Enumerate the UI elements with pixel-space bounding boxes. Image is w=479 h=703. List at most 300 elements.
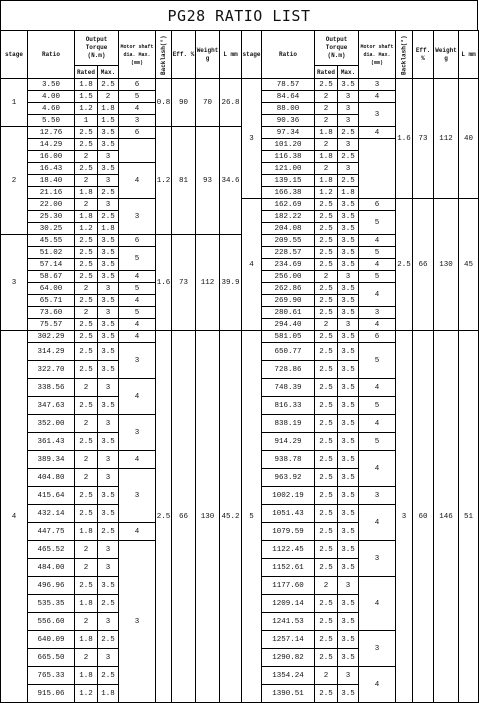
rated-torque-cell: 2.5 bbox=[75, 487, 98, 505]
backlash-cell: 2.5 bbox=[156, 331, 172, 703]
max-torque-cell: 3 bbox=[98, 469, 119, 487]
table-row bbox=[1, 79, 479, 91]
max-torque-cell: 1.8 bbox=[98, 685, 119, 703]
eff-cell: 66 bbox=[413, 199, 434, 331]
max-torque-cell: 3 bbox=[338, 115, 359, 127]
backlash-cell: 1.2 bbox=[156, 127, 172, 235]
ratio-cell: 1051.43 bbox=[262, 505, 315, 523]
rated-torque-cell: 2.5 bbox=[315, 235, 338, 247]
rated-torque-cell: 2 bbox=[75, 613, 98, 631]
max-torque-cell: 3 bbox=[338, 163, 359, 175]
max-torque-cell: 3.5 bbox=[338, 415, 359, 433]
header-motor-shaft: Motor shaft dia. Max.(mm) bbox=[359, 31, 396, 79]
rated-torque-cell: 2 bbox=[75, 541, 98, 559]
motor-shaft-cell: 4 bbox=[119, 319, 156, 331]
ratio-cell: 1177.60 bbox=[262, 577, 315, 595]
ratio-cell: 915.06 bbox=[28, 685, 75, 703]
max-torque-cell: 3.5 bbox=[338, 211, 359, 223]
ratio-cell: 352.00 bbox=[28, 415, 75, 433]
max-torque-cell: 2.5 bbox=[338, 175, 359, 187]
motor-shaft-cell: 6 bbox=[359, 331, 396, 343]
ratio-cell: 64.00 bbox=[28, 283, 75, 295]
rated-torque-cell: 2.5 bbox=[75, 139, 98, 151]
max-torque-cell: 3.5 bbox=[338, 595, 359, 613]
rated-torque-cell: 2.5 bbox=[75, 331, 98, 343]
motor-shaft-cell: 3 bbox=[119, 343, 156, 379]
header-backlash: Backlash(°) bbox=[156, 31, 172, 79]
header-max: Max. bbox=[338, 66, 359, 79]
l-cell: 34.6 bbox=[220, 127, 242, 235]
motor-shaft-cell: 5 bbox=[119, 307, 156, 319]
rated-torque-cell: 2.5 bbox=[315, 649, 338, 667]
ratio-cell: 665.50 bbox=[28, 649, 75, 667]
l-cell: 45.2 bbox=[220, 331, 242, 703]
motor-shaft-cell bbox=[119, 139, 156, 163]
max-torque-cell: 2.5 bbox=[98, 595, 119, 613]
ratio-cell: 204.08 bbox=[262, 223, 315, 235]
max-torque-cell: 2.5 bbox=[98, 631, 119, 649]
rated-torque-cell: 2.5 bbox=[315, 559, 338, 577]
motor-shaft-cell: 3 bbox=[119, 115, 156, 127]
ratio-cell: 581.05 bbox=[262, 331, 315, 343]
max-torque-cell: 3.5 bbox=[338, 307, 359, 319]
header-output-torque: Output Torque (N.m) bbox=[315, 31, 359, 66]
max-torque-cell: 3.5 bbox=[98, 505, 119, 523]
max-torque-cell: 3.5 bbox=[98, 235, 119, 247]
ratio-cell: 838.19 bbox=[262, 415, 315, 433]
header-stage: stage bbox=[1, 31, 28, 79]
header-max: Max. bbox=[98, 66, 119, 79]
ratio-cell: 21.16 bbox=[28, 187, 75, 199]
ratio-cell: 14.29 bbox=[28, 139, 75, 151]
max-torque-cell: 3.5 bbox=[338, 79, 359, 91]
ratio-cell: 1002.19 bbox=[262, 487, 315, 505]
rated-torque-cell: 1.2 bbox=[75, 223, 98, 235]
max-torque-cell: 3.5 bbox=[98, 361, 119, 379]
header-ratio: Ratio bbox=[28, 31, 75, 79]
max-torque-cell: 3.5 bbox=[338, 343, 359, 361]
ratio-cell: 262.86 bbox=[262, 283, 315, 295]
max-torque-cell: 3 bbox=[98, 649, 119, 667]
ratio-cell: 535.35 bbox=[28, 595, 75, 613]
motor-shaft-cell: 3 bbox=[359, 307, 396, 319]
max-torque-cell: 3 bbox=[338, 103, 359, 115]
max-torque-cell: 3.5 bbox=[98, 127, 119, 139]
header-eff: Eff. % bbox=[413, 31, 434, 79]
motor-shaft-cell: 4 bbox=[119, 331, 156, 343]
max-torque-cell: 3.5 bbox=[338, 631, 359, 649]
max-torque-cell: 3.5 bbox=[338, 247, 359, 259]
max-torque-cell: 3.5 bbox=[338, 541, 359, 559]
l-cell: 45 bbox=[459, 199, 479, 331]
ratio-cell: 1209.14 bbox=[262, 595, 315, 613]
motor-shaft-cell: 3 bbox=[359, 487, 396, 505]
ratio-cell: 16.43 bbox=[28, 163, 75, 175]
rated-torque-cell: 2.5 bbox=[315, 595, 338, 613]
weight-cell: 146 bbox=[434, 331, 459, 703]
motor-shaft-cell: 4 bbox=[119, 451, 156, 469]
ratio-cell: 404.80 bbox=[28, 469, 75, 487]
ratio-cell: 748.39 bbox=[262, 379, 315, 397]
max-torque-cell: 3 bbox=[98, 451, 119, 469]
ratio-cell: 116.38 bbox=[262, 151, 315, 163]
max-torque-cell: 2.5 bbox=[98, 667, 119, 685]
rated-torque-cell: 2.5 bbox=[75, 397, 98, 415]
rated-torque-cell: 1.8 bbox=[315, 175, 338, 187]
eff-cell: 66 bbox=[172, 331, 196, 703]
motor-shaft-cell: 5 bbox=[359, 397, 396, 415]
rated-torque-cell: 2.5 bbox=[75, 319, 98, 331]
motor-shaft-cell: 4 bbox=[119, 103, 156, 115]
motor-shaft-cell: 3 bbox=[119, 199, 156, 235]
max-torque-cell: 3.5 bbox=[98, 247, 119, 259]
ratio-cell: 209.55 bbox=[262, 235, 315, 247]
rated-torque-cell: 2.5 bbox=[315, 295, 338, 307]
max-torque-cell: 3 bbox=[338, 91, 359, 103]
ratio-cell: 294.40 bbox=[262, 319, 315, 331]
rated-torque-cell: 2.5 bbox=[315, 259, 338, 271]
rated-torque-cell: 2 bbox=[315, 163, 338, 175]
max-torque-cell: 3 bbox=[98, 415, 119, 433]
ratio-table bbox=[0, 30, 479, 703]
ratio-cell: 484.00 bbox=[28, 559, 75, 577]
rated-torque-cell: 2.5 bbox=[75, 163, 98, 175]
rated-torque-cell: 2.5 bbox=[315, 631, 338, 649]
rated-torque-cell: 2.5 bbox=[315, 451, 338, 469]
header-rated: Rated bbox=[315, 66, 338, 79]
max-torque-cell: 3.5 bbox=[338, 259, 359, 271]
ratio-cell: 18.40 bbox=[28, 175, 75, 187]
motor-shaft-cell: 5 bbox=[359, 271, 396, 283]
rated-torque-cell: 2 bbox=[75, 469, 98, 487]
motor-shaft-cell: 4 bbox=[359, 91, 396, 103]
max-torque-cell: 2.5 bbox=[338, 127, 359, 139]
max-torque-cell: 3 bbox=[98, 307, 119, 319]
ratio-cell: 84.64 bbox=[262, 91, 315, 103]
motor-shaft-cell: 4 bbox=[359, 379, 396, 397]
rated-torque-cell: 2.5 bbox=[315, 361, 338, 379]
ratio-cell: 1241.53 bbox=[262, 613, 315, 631]
motor-shaft-cell: 5 bbox=[119, 283, 156, 295]
rated-torque-cell: 2.5 bbox=[75, 271, 98, 283]
max-torque-cell: 3 bbox=[338, 139, 359, 151]
rated-torque-cell: 2 bbox=[75, 451, 98, 469]
motor-shaft-cell: 4 bbox=[359, 235, 396, 247]
ratio-cell: 162.69 bbox=[262, 199, 315, 211]
max-torque-cell: 3.5 bbox=[98, 397, 119, 415]
max-torque-cell: 3.5 bbox=[338, 649, 359, 667]
l-cell: 40 bbox=[459, 79, 479, 199]
rated-torque-cell: 2.5 bbox=[75, 247, 98, 259]
rated-torque-cell: 1.8 bbox=[75, 631, 98, 649]
ratio-cell: 22.00 bbox=[28, 199, 75, 211]
ratio-cell: 322.70 bbox=[28, 361, 75, 379]
eff-cell: 90 bbox=[172, 79, 196, 127]
max-torque-cell: 3.5 bbox=[338, 223, 359, 235]
rated-torque-cell: 2.5 bbox=[315, 379, 338, 397]
motor-shaft-cell: 6 bbox=[119, 235, 156, 247]
l-cell: 26.8 bbox=[220, 79, 242, 127]
weight-cell: 112 bbox=[434, 79, 459, 199]
motor-shaft-cell: 4 bbox=[359, 451, 396, 487]
motor-shaft-cell: 4 bbox=[119, 523, 156, 541]
motor-shaft-cell: 4 bbox=[119, 163, 156, 199]
max-torque-cell: 3.5 bbox=[338, 295, 359, 307]
rated-torque-cell: 2 bbox=[315, 319, 338, 331]
header-weight: Weight g bbox=[434, 31, 459, 79]
motor-shaft-cell: 5 bbox=[359, 247, 396, 259]
ratio-cell: 496.96 bbox=[28, 577, 75, 595]
max-torque-cell: 1.8 bbox=[98, 223, 119, 235]
motor-shaft-cell: 4 bbox=[119, 295, 156, 307]
motor-shaft-cell: 4 bbox=[119, 379, 156, 415]
ratio-cell: 75.57 bbox=[28, 319, 75, 331]
max-torque-cell: 2.5 bbox=[98, 211, 119, 223]
ratio-cell: 938.78 bbox=[262, 451, 315, 469]
max-torque-cell: 3.5 bbox=[338, 199, 359, 211]
rated-torque-cell: 1.8 bbox=[75, 523, 98, 541]
ratio-cell: 1390.51 bbox=[262, 685, 315, 703]
rated-torque-cell: 2 bbox=[75, 175, 98, 187]
rated-torque-cell: 2.5 bbox=[75, 505, 98, 523]
table-row bbox=[1, 331, 479, 343]
max-torque-cell: 3.5 bbox=[98, 271, 119, 283]
ratio-cell: 121.00 bbox=[262, 163, 315, 175]
max-torque-cell: 1.8 bbox=[338, 187, 359, 199]
eff-cell: 73 bbox=[413, 79, 434, 199]
rated-torque-cell: 2.5 bbox=[75, 295, 98, 307]
max-torque-cell: 3 bbox=[98, 613, 119, 631]
max-torque-cell: 2.5 bbox=[98, 79, 119, 91]
max-torque-cell: 3 bbox=[98, 379, 119, 397]
rated-torque-cell: 2.5 bbox=[75, 343, 98, 361]
ratio-cell: 139.15 bbox=[262, 175, 315, 187]
stage-cell: 2 bbox=[1, 127, 28, 235]
rated-torque-cell: 1.2 bbox=[315, 187, 338, 199]
ratio-cell: 728.86 bbox=[262, 361, 315, 379]
backlash-cell: 3 bbox=[396, 331, 413, 703]
header-stage: stage bbox=[242, 31, 262, 79]
ratio-cell: 5.50 bbox=[28, 115, 75, 127]
ratio-cell: 25.30 bbox=[28, 211, 75, 223]
ratio-cell: 3.50 bbox=[28, 79, 75, 91]
ratio-cell: 101.20 bbox=[262, 139, 315, 151]
motor-shaft-cell: 3 bbox=[119, 541, 156, 703]
max-torque-cell: 3 bbox=[338, 667, 359, 685]
max-torque-cell: 3.5 bbox=[98, 577, 119, 595]
rated-torque-cell: 1.8 bbox=[75, 79, 98, 91]
rated-torque-cell: 2.5 bbox=[75, 577, 98, 595]
max-torque-cell: 3.5 bbox=[338, 451, 359, 469]
weight-cell: 130 bbox=[434, 199, 459, 331]
rated-torque-cell: 2.5 bbox=[75, 235, 98, 247]
rated-torque-cell: 2.5 bbox=[315, 283, 338, 295]
rated-torque-cell: 1.5 bbox=[75, 91, 98, 103]
rated-torque-cell: 1.2 bbox=[75, 685, 98, 703]
motor-shaft-cell: 6 bbox=[119, 127, 156, 139]
motor-shaft-cell: 5 bbox=[359, 433, 396, 451]
weight-cell: 93 bbox=[196, 127, 220, 235]
header-eff: Eff. % bbox=[172, 31, 196, 79]
max-torque-cell: 1.5 bbox=[98, 115, 119, 127]
ratio-cell: 45.55 bbox=[28, 235, 75, 247]
ratio-cell: 640.09 bbox=[28, 631, 75, 649]
backlash-cell: 0.8 bbox=[156, 79, 172, 127]
rated-torque-cell: 2.5 bbox=[315, 685, 338, 703]
max-torque-cell: 2.5 bbox=[98, 523, 119, 541]
max-torque-cell: 3.5 bbox=[338, 487, 359, 505]
motor-shaft-cell: 4 bbox=[359, 505, 396, 541]
ratio-cell: 347.63 bbox=[28, 397, 75, 415]
ratio-cell: 302.29 bbox=[28, 331, 75, 343]
rated-torque-cell: 2 bbox=[315, 115, 338, 127]
max-torque-cell: 3.5 bbox=[98, 163, 119, 175]
rated-torque-cell: 2.5 bbox=[315, 331, 338, 343]
max-torque-cell: 3 bbox=[98, 175, 119, 187]
motor-shaft-cell: 3 bbox=[119, 415, 156, 451]
rated-torque-cell: 2.5 bbox=[315, 541, 338, 559]
ratio-cell: 256.00 bbox=[262, 271, 315, 283]
motor-shaft-cell: 5 bbox=[119, 91, 156, 103]
rated-torque-cell: 2.5 bbox=[315, 523, 338, 541]
ratio-cell: 361.43 bbox=[28, 433, 75, 451]
eff-cell: 81 bbox=[172, 127, 196, 235]
ratio-cell: 228.57 bbox=[262, 247, 315, 259]
header-l-mm: L mm bbox=[459, 31, 479, 79]
max-torque-cell: 3.5 bbox=[98, 343, 119, 361]
header-l-mm: L mm bbox=[220, 31, 242, 79]
rated-torque-cell: 2 bbox=[75, 307, 98, 319]
ratio-cell: 432.14 bbox=[28, 505, 75, 523]
motor-shaft-cell: 4 bbox=[359, 259, 396, 271]
ratio-cell: 338.56 bbox=[28, 379, 75, 397]
rated-torque-cell: 2 bbox=[315, 139, 338, 151]
ratio-cell: 963.92 bbox=[262, 469, 315, 487]
max-torque-cell: 3.5 bbox=[338, 379, 359, 397]
max-torque-cell: 3.5 bbox=[338, 235, 359, 247]
max-torque-cell: 3.5 bbox=[338, 361, 359, 379]
rated-torque-cell: 2.5 bbox=[75, 127, 98, 139]
max-torque-cell: 3 bbox=[98, 559, 119, 577]
rated-torque-cell: 2.5 bbox=[315, 433, 338, 451]
ratio-cell: 78.57 bbox=[262, 79, 315, 91]
max-torque-cell: 1.8 bbox=[98, 103, 119, 115]
eff-cell: 60 bbox=[413, 331, 434, 703]
rated-torque-cell: 2.5 bbox=[315, 613, 338, 631]
ratio-cell: 182.22 bbox=[262, 211, 315, 223]
rated-torque-cell: 1.8 bbox=[315, 151, 338, 163]
max-torque-cell: 3.5 bbox=[338, 685, 359, 703]
motor-shaft-cell: 4 bbox=[359, 127, 396, 139]
motor-shaft-cell: 4 bbox=[359, 415, 396, 433]
ratio-cell: 234.69 bbox=[262, 259, 315, 271]
rated-torque-cell: 2 bbox=[315, 103, 338, 115]
rated-torque-cell: 2 bbox=[315, 271, 338, 283]
max-torque-cell: 3.5 bbox=[98, 139, 119, 151]
l-cell: 51 bbox=[459, 331, 479, 703]
motor-shaft-cell: 4 bbox=[359, 667, 396, 703]
ratio-cell: 88.00 bbox=[262, 103, 315, 115]
motor-shaft-cell: 4 bbox=[119, 271, 156, 283]
ratio-cell: 16.00 bbox=[28, 151, 75, 163]
motor-shaft-cell: 6 bbox=[359, 199, 396, 211]
rated-torque-cell: 2 bbox=[75, 559, 98, 577]
ratio-cell: 914.29 bbox=[262, 433, 315, 451]
stage-cell: 3 bbox=[1, 235, 28, 331]
motor-shaft-cell: 6 bbox=[119, 79, 156, 91]
max-torque-cell: 3.5 bbox=[338, 469, 359, 487]
ratio-cell: 415.64 bbox=[28, 487, 75, 505]
backlash-cell: 1.6 bbox=[156, 235, 172, 331]
rated-torque-cell: 2 bbox=[75, 649, 98, 667]
ratio-cell: 314.29 bbox=[28, 343, 75, 361]
max-torque-cell: 3.5 bbox=[338, 283, 359, 295]
ratio-cell: 1257.14 bbox=[262, 631, 315, 649]
ratio-cell: 57.14 bbox=[28, 259, 75, 271]
max-torque-cell: 2.5 bbox=[98, 187, 119, 199]
rated-torque-cell: 2.5 bbox=[315, 469, 338, 487]
rated-torque-cell: 2.5 bbox=[315, 307, 338, 319]
motor-shaft-cell: 5 bbox=[119, 247, 156, 271]
backlash-cell: 1.6 bbox=[396, 79, 413, 199]
rated-torque-cell: 2.5 bbox=[315, 505, 338, 523]
rated-torque-cell: 2.5 bbox=[315, 343, 338, 361]
max-torque-cell: 3 bbox=[98, 151, 119, 163]
ratio-cell: 556.60 bbox=[28, 613, 75, 631]
header-weight: Weight g bbox=[196, 31, 220, 79]
motor-shaft-cell: 3 bbox=[359, 103, 396, 127]
max-torque-cell: 3.5 bbox=[338, 559, 359, 577]
max-torque-cell: 3.5 bbox=[338, 613, 359, 631]
stage-cell: 5 bbox=[242, 331, 262, 703]
max-torque-cell: 3.5 bbox=[98, 433, 119, 451]
rated-torque-cell: 1 bbox=[75, 115, 98, 127]
ratio-cell: 816.33 bbox=[262, 397, 315, 415]
max-torque-cell: 3 bbox=[338, 319, 359, 331]
ratio-cell: 765.33 bbox=[28, 667, 75, 685]
ratio-cell: 465.52 bbox=[28, 541, 75, 559]
rated-torque-cell: 2.5 bbox=[75, 259, 98, 271]
motor-shaft-cell: 5 bbox=[359, 343, 396, 379]
rated-torque-cell: 2.5 bbox=[75, 361, 98, 379]
ratio-cell: 280.61 bbox=[262, 307, 315, 319]
motor-shaft-cell: 4 bbox=[359, 283, 396, 307]
rated-torque-cell: 1.8 bbox=[75, 187, 98, 199]
ratio-cell: 1354.24 bbox=[262, 667, 315, 685]
max-torque-cell: 3.5 bbox=[98, 295, 119, 307]
rated-torque-cell: 2.5 bbox=[315, 487, 338, 505]
weight-cell: 130 bbox=[196, 331, 220, 703]
ratio-cell: 97.34 bbox=[262, 127, 315, 139]
ratio-cell: 73.60 bbox=[28, 307, 75, 319]
rated-torque-cell: 1.8 bbox=[75, 667, 98, 685]
ratio-cell: 51.02 bbox=[28, 247, 75, 259]
stage-cell: 1 bbox=[1, 79, 28, 127]
ratio-cell: 166.38 bbox=[262, 187, 315, 199]
max-torque-cell: 3.5 bbox=[338, 433, 359, 451]
rated-torque-cell: 2 bbox=[315, 667, 338, 685]
max-torque-cell: 3 bbox=[338, 271, 359, 283]
ratio-cell: 90.36 bbox=[262, 115, 315, 127]
header-motor-shaft: Motor shaft dia. Max.(mm) bbox=[119, 31, 156, 79]
ratio-cell: 30.25 bbox=[28, 223, 75, 235]
max-torque-cell: 2.5 bbox=[338, 151, 359, 163]
rated-torque-cell: 2.5 bbox=[315, 199, 338, 211]
motor-shaft-cell: 3 bbox=[359, 631, 396, 667]
max-torque-cell: 3.5 bbox=[98, 319, 119, 331]
ratio-cell: 65.71 bbox=[28, 295, 75, 307]
ratio-cell: 12.76 bbox=[28, 127, 75, 139]
